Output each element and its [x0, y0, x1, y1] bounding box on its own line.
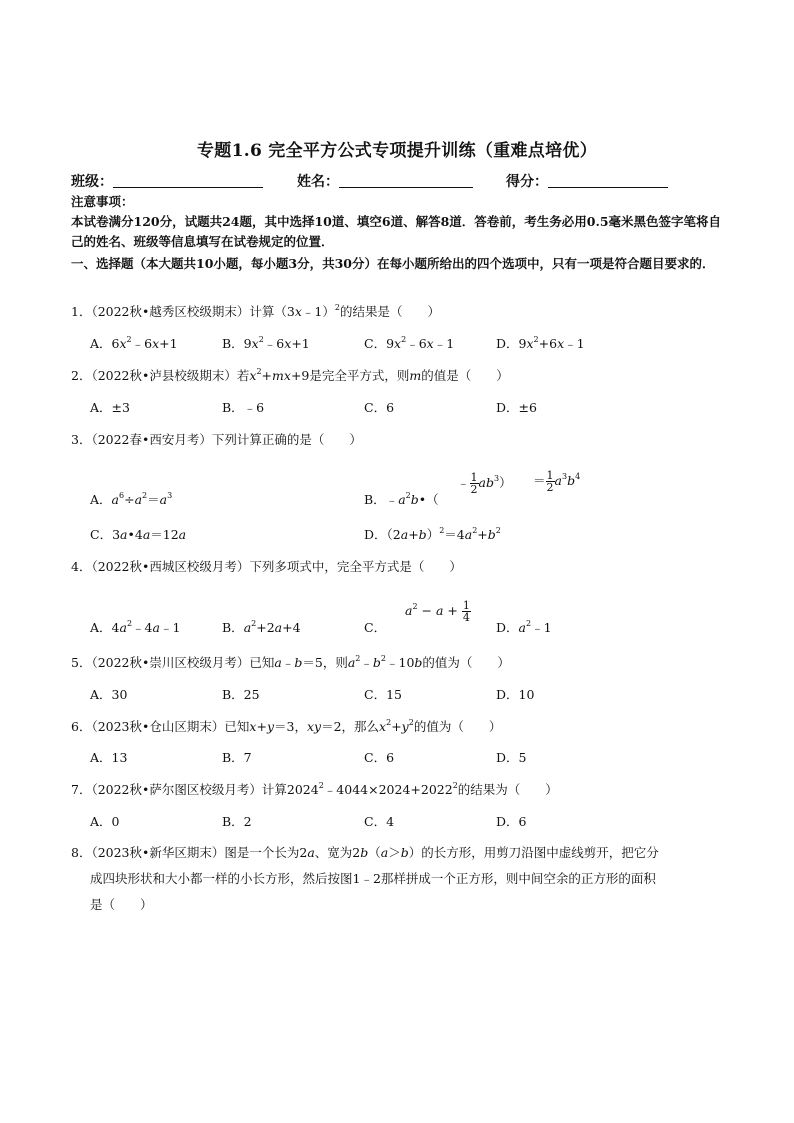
question-8-line-3: 是（ ） [90, 897, 153, 912]
question-text: （2022秋•越秀区校级期末）计算（3x﹣1）$^2$的结果是（ ） [91, 303, 440, 319]
question-5-options [90, 685, 730, 705]
question-number: 2． [71, 368, 92, 383]
question-1-options [90, 334, 730, 354]
option-d[interactable]: D．$a^2﹣1$ [496, 619, 552, 635]
page-title: 专题1.6 完全平方公式专项提升训练（重难点培优） [197, 141, 597, 161]
question-3-options-row1 [90, 490, 730, 510]
question-number: 8． [71, 845, 92, 860]
option-c[interactable]: C．15 [364, 687, 402, 702]
question-text: （2023秋•仓山区期末）已知x+y＝3，xy＝2，那么$x^2+y^2$的值为（ ） [91, 718, 502, 734]
question-8-line-2: 成四块形状和大小都一样的小长方形，然后按图1﹣2那样拼成一个正方形，则中间空余的正方形的面积 [90, 871, 656, 886]
option-c[interactable]: C．6 [364, 400, 395, 415]
question-2 [71, 366, 731, 386]
score-field [506, 171, 668, 191]
question-6 [71, 717, 731, 737]
question-number: 5． [71, 655, 92, 670]
option-b[interactable]: B．$﹣a^2b•$（ [364, 491, 439, 507]
question-number: 4． [71, 559, 92, 574]
option-a[interactable]: A．$a^6\div a^2=a^3$ [90, 491, 173, 507]
question-number: 3． [71, 432, 92, 447]
class-field [71, 171, 263, 191]
option-b[interactable]: B．﹣6 [222, 400, 265, 415]
question-5 [71, 653, 731, 673]
option-c[interactable]: C．6 [364, 750, 395, 765]
option-b[interactable]: B．25 [222, 687, 260, 702]
question-4 [71, 557, 731, 577]
option-a[interactable]: A．0 [90, 814, 120, 829]
option-c[interactable]: C．3a•4a＝12a [90, 527, 187, 542]
option-b[interactable]: B．$a^2+2a+4$ [222, 619, 301, 635]
option-d[interactable]: D．$(2a+b)^2=4a^2+b^2$ [364, 526, 501, 542]
option-d[interactable]: D．5 [496, 750, 527, 765]
class-label: 班级： [71, 174, 113, 190]
option-a[interactable]: A．±3 [90, 400, 130, 415]
section-heading: 一、选择题（本大题共10小题，每小题3分，共30分）在每小题所给出的四个选项中，只有一项是符合题目要求的． [71, 256, 715, 271]
option-b-frac1: ﹣ $\frac{1}{2}$ $ab^3$） [457, 471, 512, 496]
option-b[interactable]: B．7 [222, 750, 252, 765]
option-a[interactable]: A．30 [90, 687, 128, 702]
question-text: （2022秋•西城区校级月考）下列多项式中，完全平方式是（ ） [91, 559, 462, 574]
notice-text: 本试卷满分120分，试题共24题，其中选择10道、填空6道、解答8道．答卷前，考生务必用0.5毫米黑色签字笔将自己的姓名、班级等信息填写在试卷规定的位置． [71, 214, 722, 249]
name-label: 姓名： [297, 174, 339, 190]
option-b-frac2: ＝ $\frac{1}{2}$ $a^3b^4$ [533, 469, 581, 494]
question-text: （2022秋•崇川区校级月考）已知a﹣b＝5，则$a^2﹣b^2﹣10b$的值为（ ） [91, 654, 510, 670]
question-3 [71, 430, 731, 450]
question-number: 6． [71, 719, 92, 734]
option-c[interactable]: C．4 [364, 814, 395, 829]
option-a[interactable]: A．$4a^2﹣4a﹣1$ [90, 619, 181, 635]
question-7-options [90, 812, 730, 832]
option-b[interactable]: B．$9x^2﹣6x+1$ [222, 335, 310, 351]
option-d[interactable]: D．6 [496, 814, 527, 829]
question-3-options-row2 [90, 525, 730, 545]
option-c-expression: $a^2 - a$ + $\frac{1}{4}$ [405, 599, 470, 624]
option-d[interactable]: D．$9x^2+6x﹣1$ [496, 335, 585, 351]
score-label: 得分： [506, 174, 548, 190]
score-blank[interactable] [548, 173, 668, 188]
question-text: （2022秋•萨尔图区校级月考）计算$2024^2﹣4044\times 2024+2022^2$的结果为（ ） [91, 781, 558, 797]
question-6-options [90, 748, 730, 768]
option-c[interactable]: C．$9x^2﹣6x﹣1$ [364, 335, 455, 351]
option-c[interactable]: C． [364, 620, 387, 635]
option-a[interactable]: A．13 [90, 750, 128, 765]
notice-heading: 注意事项： [71, 194, 134, 209]
question-text: （2022春•西安月考）下列计算正确的是（ ） [91, 432, 362, 447]
question-8-line-1: 8．（2023秋•新华区期末）图是一个长为2a、宽为2b（a＞b）的长方形，用剪刀沿图中虚线剪开，把它分 [71, 845, 659, 860]
option-d[interactable]: D．10 [496, 687, 535, 702]
question-2-options [90, 398, 730, 418]
option-d[interactable]: D．±6 [496, 400, 537, 415]
class-blank[interactable] [113, 173, 263, 188]
question-8 [71, 840, 731, 918]
name-field [297, 171, 473, 191]
option-b[interactable]: B．2 [222, 814, 252, 829]
question-1 [71, 302, 731, 322]
name-blank[interactable] [339, 173, 473, 188]
option-a[interactable]: A．$6x^2﹣6x+1$ [90, 335, 178, 351]
question-text: （2022秋•泸县校级期末）若$x^2+mx+9$是完全平方式，则m的值是（ ） [91, 367, 509, 383]
question-7 [71, 780, 731, 800]
question-number: 1． [71, 304, 92, 319]
question-number: 7． [71, 782, 92, 797]
